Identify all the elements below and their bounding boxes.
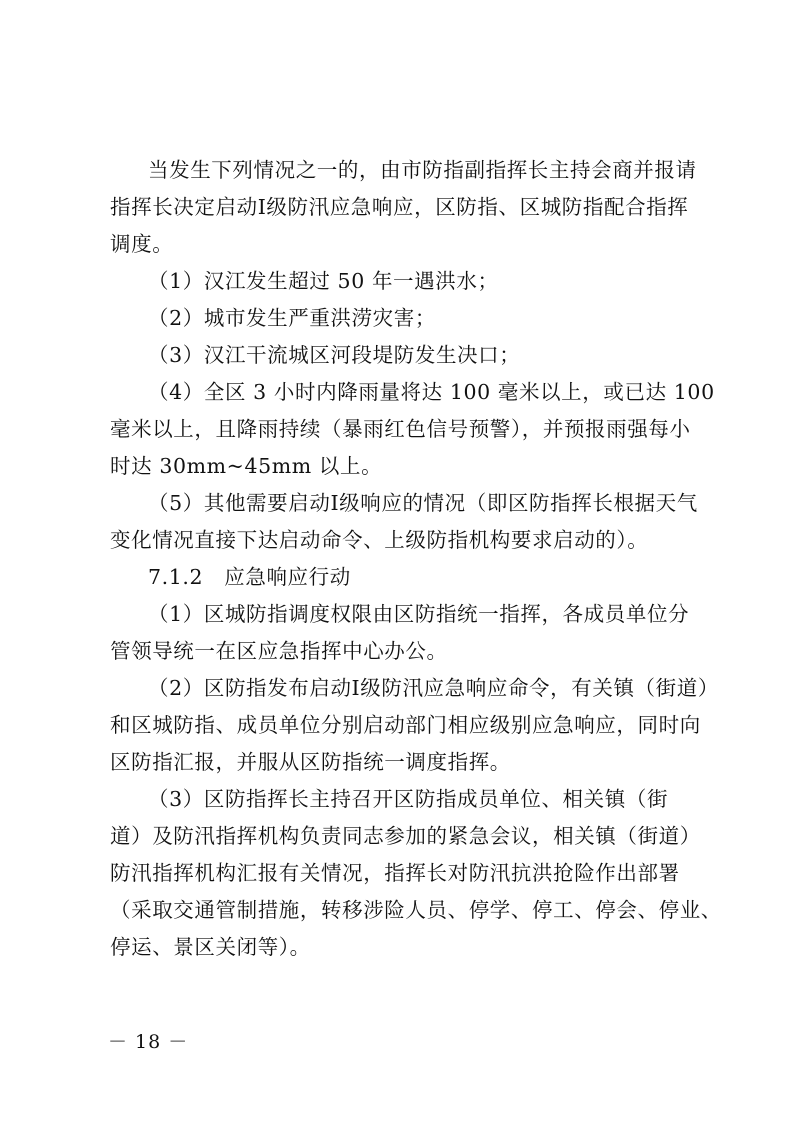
paragraph-line: 和区城防指、成员单位分别启动部门相应级别应急响应，同时向	[110, 713, 701, 737]
list-item-1: （1）区城防指调度权限由区防指统一指挥，各成员单位分	[148, 602, 690, 626]
paragraph-line: 道）及防汛指挥机构负责同志参加的紧急会议，相关镇（街道）	[110, 824, 701, 848]
paragraph-line: 变化情况直接下达启动命令、上级防指机构要求启动的）。	[110, 528, 649, 552]
page-number: － 18 －	[108, 1031, 189, 1053]
paragraph-line: 区防指汇报，并服从区防指统一调度指挥。	[110, 750, 511, 774]
section-heading: 7.1.2 应急响应行动	[148, 565, 351, 589]
list-item-3: （3）汉江干流城区河段堤防发生决口；	[148, 343, 521, 367]
paragraph-line: （采取交通管制措施，转移涉险人员、停学、停工、停会、停业、	[110, 898, 722, 922]
paragraph-line: 停运、景区关闭等）。	[110, 935, 311, 959]
paragraph-line: 指挥长决定启动Ⅰ级防汛应急响应，区防指、区城防指配合指挥	[110, 195, 689, 219]
paragraph-line: 防汛指挥机构汇报有关情况，指挥长对防汛抗洪抢险作出部署	[110, 861, 680, 885]
list-item-2: （2）城市发生严重洪涝灾害；	[148, 306, 436, 330]
paragraph-line: 调度。	[110, 232, 174, 256]
list-item-5: （5）其他需要启动Ⅰ级响应的情况（即区防指挥长根据天气	[148, 491, 698, 515]
list-item-4: （4）全区 3 小时内降雨量将达 100 毫米以上，或已达 100	[148, 380, 715, 404]
paragraph-line: 当发生下列情况之一的，由市防指副指挥长主持会商并报请	[148, 158, 697, 182]
list-item-2: （2）区防指发布启动Ⅰ级防汛应急响应命令，有关镇（街道）	[148, 676, 719, 700]
paragraph-line: 毫米以上，且降雨持续（暴雨红色信号预警），并预报雨强每小	[110, 417, 691, 441]
list-item-3: （3）区防指挥长主持召开区防指成员单位、相关镇（街	[148, 787, 669, 811]
paragraph-line: 管领导统一在区应急指挥中心办公。	[110, 639, 448, 663]
paragraph-line: 时达 30mm~45mm 以上。	[110, 454, 383, 478]
list-item-1: （1）汉江发生超过 50 年一遇洪水；	[148, 269, 499, 293]
